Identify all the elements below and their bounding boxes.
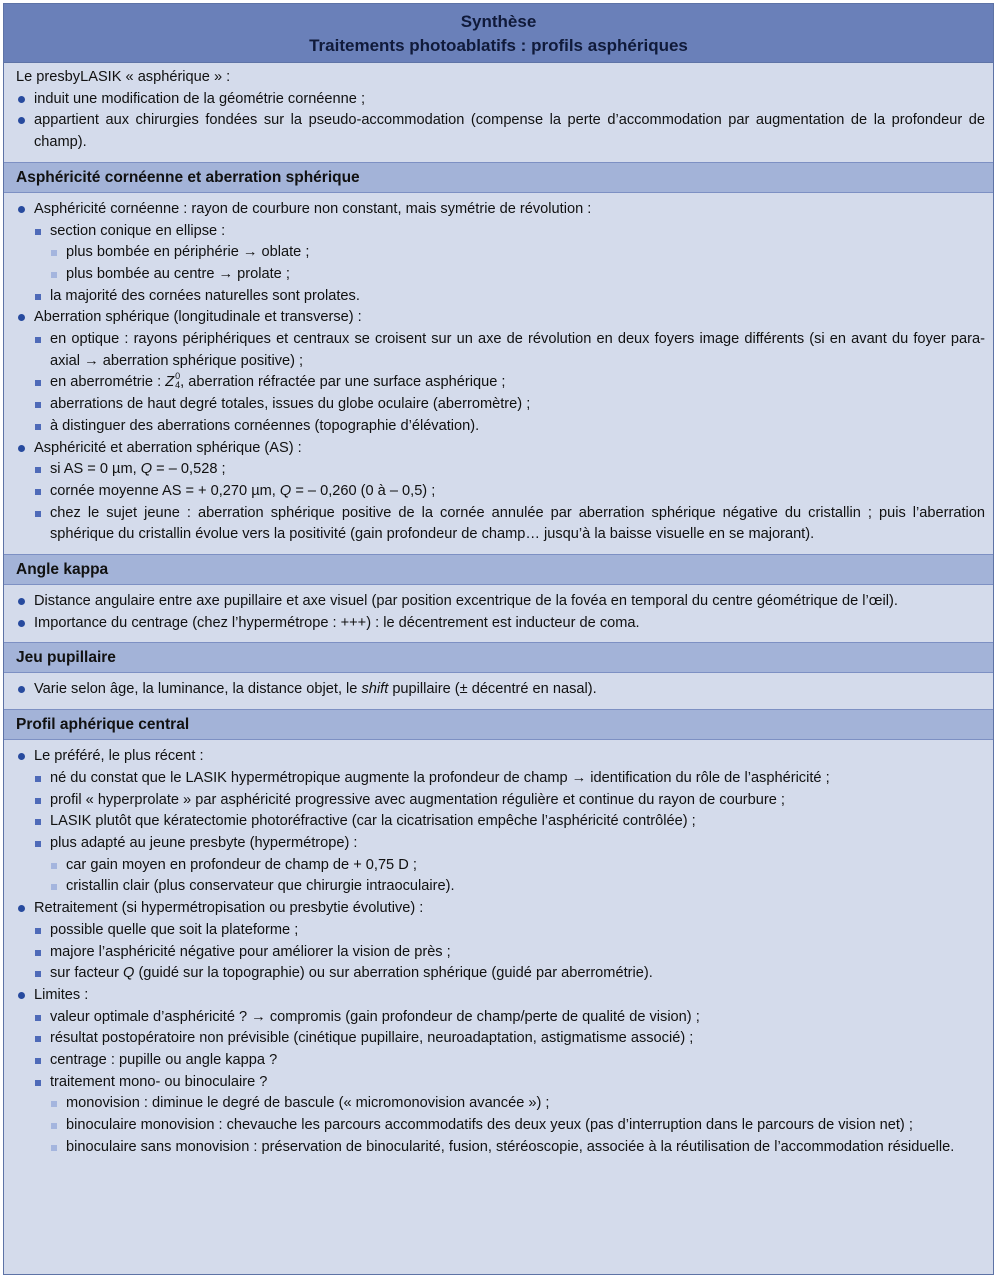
list-item: centrage : pupille ou angle kappa ?: [34, 1050, 985, 1072]
bullet-square-icon: [35, 467, 41, 473]
list-item: appartient aux chirurgies fondées sur la pseudo-accommodation (compense la perte d’accommodation par augmentation de la profondeur de champ).: [16, 110, 985, 153]
bullet-square-icon: [35, 402, 41, 408]
box-title: [4, 4, 993, 63]
list-item: Le préféré, le plus récent : né du constat que le LASIK hypermétropique augmente la profondeur de champ → identification du rôle de l’asphéricité ; profil « hyperprolate » par asphéricité progressive avec augmentation régulière et continue du rayon de courbure ; LASIK plutôt que kératectomie photoréfractive (car la cicatrisation empêche l’asphéricité contrôlée) ; plus adapté au jeune presbyte (hypermétrope) : car gain moyen en profondeur de champ de + 0,75 D ; cristallin clair (plus conservateur que chirurgie intraoculaire).: [16, 746, 985, 898]
list-item: à distinguer des aberrations cornéennes (topographie d’élévation).: [34, 416, 985, 438]
list-item: binoculaire sans monovision : préservation de binocularité, fusion, stéréoscopie, associée à la réutilisation de l’accommodation résiduelle.: [50, 1137, 985, 1159]
bullet-square-icon: [51, 1145, 57, 1151]
list-item: Retraitement (si hypermétropisation ou presbytie évolutive) : possible quelle que soit la plateforme ; majore l’asphéricité négative pour améliorer la vision de près ; sur facteur Q (guidé sur la topographie) ou sur aberration sphérique (guidé par aberrométrie).: [16, 898, 985, 985]
bullet-dot-icon: [18, 686, 25, 693]
list-item: plus adapté au jeune presbyte (hypermétrope) : car gain moyen en profondeur de champ de + 0,75 D ; cristallin clair (plus conservateur que chirurgie intraoculaire).: [34, 833, 985, 898]
bullet-dot-icon: [18, 598, 25, 605]
bullet-square-icon: [51, 1123, 57, 1129]
bullet-dot-icon: [18, 992, 25, 999]
bullet-square-icon: [35, 337, 41, 343]
bullet-square-icon: [51, 250, 57, 256]
bullet-square-icon: [35, 1080, 41, 1086]
bullet-square-icon: [35, 294, 41, 300]
list-item: né du constat que le LASIK hypermétropique augmente la profondeur de champ → identification du rôle de l’asphéricité ;: [34, 768, 985, 790]
list-item: profil « hyperprolate » par asphéricité progressive avec augmentation régulière et continue du rayon de courbure ;: [34, 790, 985, 812]
zernike-index: 0 4: [175, 370, 181, 390]
bullet-square-icon: [35, 424, 41, 430]
list-item: résultat postopératoire non prévisible (cinétique pupillaire, neuroadaptation, astigmatisme associé) ;: [34, 1028, 985, 1050]
list-item: induit une modification de la géométrie cornéenne ;: [16, 89, 985, 111]
bullet-square-icon: [51, 272, 57, 278]
list-item: majore l’asphéricité négative pour améliorer la vision de près ;: [34, 942, 985, 964]
bullet-dot-icon: [18, 96, 25, 103]
list-item: Varie selon âge, la luminance, la distance objet, le shift pupillaire (± décentré en nasal).: [16, 679, 985, 701]
list-item: en aberrométrie : Z 0 4 , aberration réfractée par une surface asphérique ;: [34, 372, 985, 394]
title-line-1: Synthèse: [460, 12, 537, 31]
intro-lead: Le presbyLASIK « asphérique » :: [16, 69, 231, 85]
section-asphericity: [4, 193, 993, 554]
section-central-profile: [4, 740, 993, 1166]
bullet-square-icon: [51, 884, 57, 890]
bullet-dot-icon: [18, 905, 25, 912]
bullet-square-icon: [35, 1036, 41, 1042]
list-item: Aberration sphérique (longitudinale et transverse) : en optique : rayons périphériques et centraux se croisent sur un axe de révolution en deux foyers image différents (si en avant du foyer para-axial → aberration sphérique positive) ; en aberrométrie : Z 0 4 , aberration réfractée par une surface asphérique ; aberrations de haut degré totales, issues du globe oculaire (aberromètre) ; à distinguer des aberrations cornéennes (topographie d’élévation).: [16, 307, 985, 437]
list-item: possible quelle que soit la plateforme ;: [34, 920, 985, 942]
list-item: cristallin clair (plus conservateur que chirurgie intraoculaire).: [50, 876, 985, 898]
list-item: monovision : diminue le degré de bascule (« micromonovision avancée ») ;: [50, 1093, 985, 1115]
list-item: si AS = 0 µm, Q = – 0,528 ;: [34, 459, 985, 481]
list-item: Distance angulaire entre axe pupillaire et axe visuel (par position excentrique de la fovéa en temporal du centre géométrique de l’œil).: [16, 591, 985, 613]
list-item: aberrations de haut degré totales, issues du globe oculaire (aberromètre) ;: [34, 394, 985, 416]
list-item: binoculaire monovision : chevauche les parcours accommodatifs des deux yeux (pas d’interruption dans le parcours de vision net) ;: [50, 1115, 985, 1137]
bullet-square-icon: [35, 841, 41, 847]
bullet-square-icon: [35, 971, 41, 977]
bullet-square-icon: [35, 1058, 41, 1064]
bullet-square-icon: [35, 798, 41, 804]
list-item: plus bombée au centre → prolate ;: [50, 264, 985, 286]
bullet-square-icon: [35, 380, 41, 386]
list-item: car gain moyen en profondeur de champ de + 0,75 D ;: [50, 855, 985, 877]
list-item: sur facteur Q (guidé sur la topographie) ou sur aberration sphérique (guidé par aberrométrie).: [34, 963, 985, 985]
bullet-dot-icon: [18, 206, 25, 213]
list-item: en optique : rayons périphériques et centraux se croisent sur un axe de révolution en deux foyers image différents (si en avant du foyer para-axial → aberration sphérique positive) ;: [34, 329, 985, 372]
list-item: Limites : valeur optimale d’asphéricité ? → compromis (gain profondeur de champ/perte de qualité de vision) ; résultat postopératoire non prévisible (cinétique pupillaire, neuroadaptation, astigmatisme associé) ; centrage : pupille ou angle kappa ? traitement mono- ou binoculaire ? monovision : diminue le degré de bascule (« micromonovision avancée ») ; binoculaire monovision : chevauche les parcours accommodatifs des deux yeux (pas d’interruption dans le parcours de vision net) ; binoculaire sans monovision : préservation de binocularité, fusion, stéréoscopie, associée à la réutilisation de l’accommodation résiduelle.: [16, 985, 985, 1159]
list-item: Importance du centrage (chez l’hypermétrope : +++) : le décentrement est inducteur de coma.: [16, 613, 985, 635]
bullet-square-icon: [35, 950, 41, 956]
bullet-square-icon: [35, 511, 41, 517]
bullet-square-icon: [51, 1101, 57, 1107]
synthesis-box: [3, 3, 994, 1275]
list-item: valeur optimale d’asphéricité ? → compromis (gain profondeur de champ/perte de qualité de vision) ;: [34, 1007, 985, 1029]
list-item: plus bombée en périphérie → oblate ;: [50, 242, 985, 264]
bullet-square-icon: [35, 928, 41, 934]
bullet-dot-icon: [18, 117, 25, 124]
list-item: chez le sujet jeune : aberration sphérique positive de la cornée annulée par aberration sphérique négative du cristallin ; puis l’aberration sphérique du cristallin évolue vers la positivité (gain profondeur de champ… jusqu’à la baisse visuelle en se majorant).: [34, 503, 985, 546]
list-item: traitement mono- ou binoculaire ? monovision : diminue le degré de bascule (« micromonovision avancée ») ; binoculaire monovision : chevauche les parcours accommodatifs des deux yeux (pas d’interruption dans le parcours de vision net) ; binoculaire sans monovision : préservation de binocularité, fusion, stéréoscopie, associée à la réutilisation de l’accommodation résiduelle.: [34, 1072, 985, 1159]
list-item: Asphéricité cornéenne : rayon de courbure non constant, mais symétrie de révolution : section conique en ellipse : plus bombée en périphérie → oblate ; plus bombée au centre → prolate ; la majorité des cornées naturelles sont prolates.: [16, 199, 985, 308]
bullet-square-icon: [35, 776, 41, 782]
bullet-square-icon: [35, 819, 41, 825]
section-heading-pupil: Jeu pupillaire: [4, 642, 993, 673]
list-item: section conique en ellipse : plus bombée en périphérie → oblate ; plus bombée au centre → prolate ;: [34, 221, 985, 286]
intro-list: [16, 89, 985, 154]
intro-section: [4, 63, 993, 162]
section-heading-central-profile: Profil aphérique central: [4, 709, 993, 740]
bullet-dot-icon: [18, 620, 25, 627]
bullet-dot-icon: [18, 314, 25, 321]
bullet-dot-icon: [18, 753, 25, 760]
bullet-square-icon: [35, 229, 41, 235]
section-kappa: [4, 585, 993, 642]
bullet-dot-icon: [18, 445, 25, 452]
title-line-2: Traitements photoablatifs : profils asphériques: [309, 36, 688, 55]
section-heading-kappa: Angle kappa: [4, 554, 993, 585]
list-item: la majorité des cornées naturelles sont prolates.: [34, 286, 985, 308]
section-pupil: [4, 673, 993, 709]
bullet-square-icon: [51, 863, 57, 869]
bullet-square-icon: [35, 489, 41, 495]
section-heading-asphericity: Asphéricité cornéenne et aberration sphérique: [4, 162, 993, 193]
bullet-square-icon: [35, 1015, 41, 1021]
list-item: Asphéricité et aberration sphérique (AS) : si AS = 0 µm, Q = – 0,528 ; cornée moyenne AS = + 0,270 µm, Q = – 0,260 (0 à – 0,5) ; chez le sujet jeune : aberration sphérique positive de la cornée annulée par aberration sphérique négative du cristallin ; puis l’aberration sphérique du cristallin évolue vers la positivité (gain profondeur de champ… jusqu’à la baisse visuelle en se majorant).: [16, 438, 985, 547]
list-item: LASIK plutôt que kératectomie photoréfractive (car la cicatrisation empêche l’asphéricité contrôlée) ;: [34, 811, 985, 833]
list-item: cornée moyenne AS = + 0,270 µm, Q = – 0,260 (0 à – 0,5) ;: [34, 481, 985, 503]
